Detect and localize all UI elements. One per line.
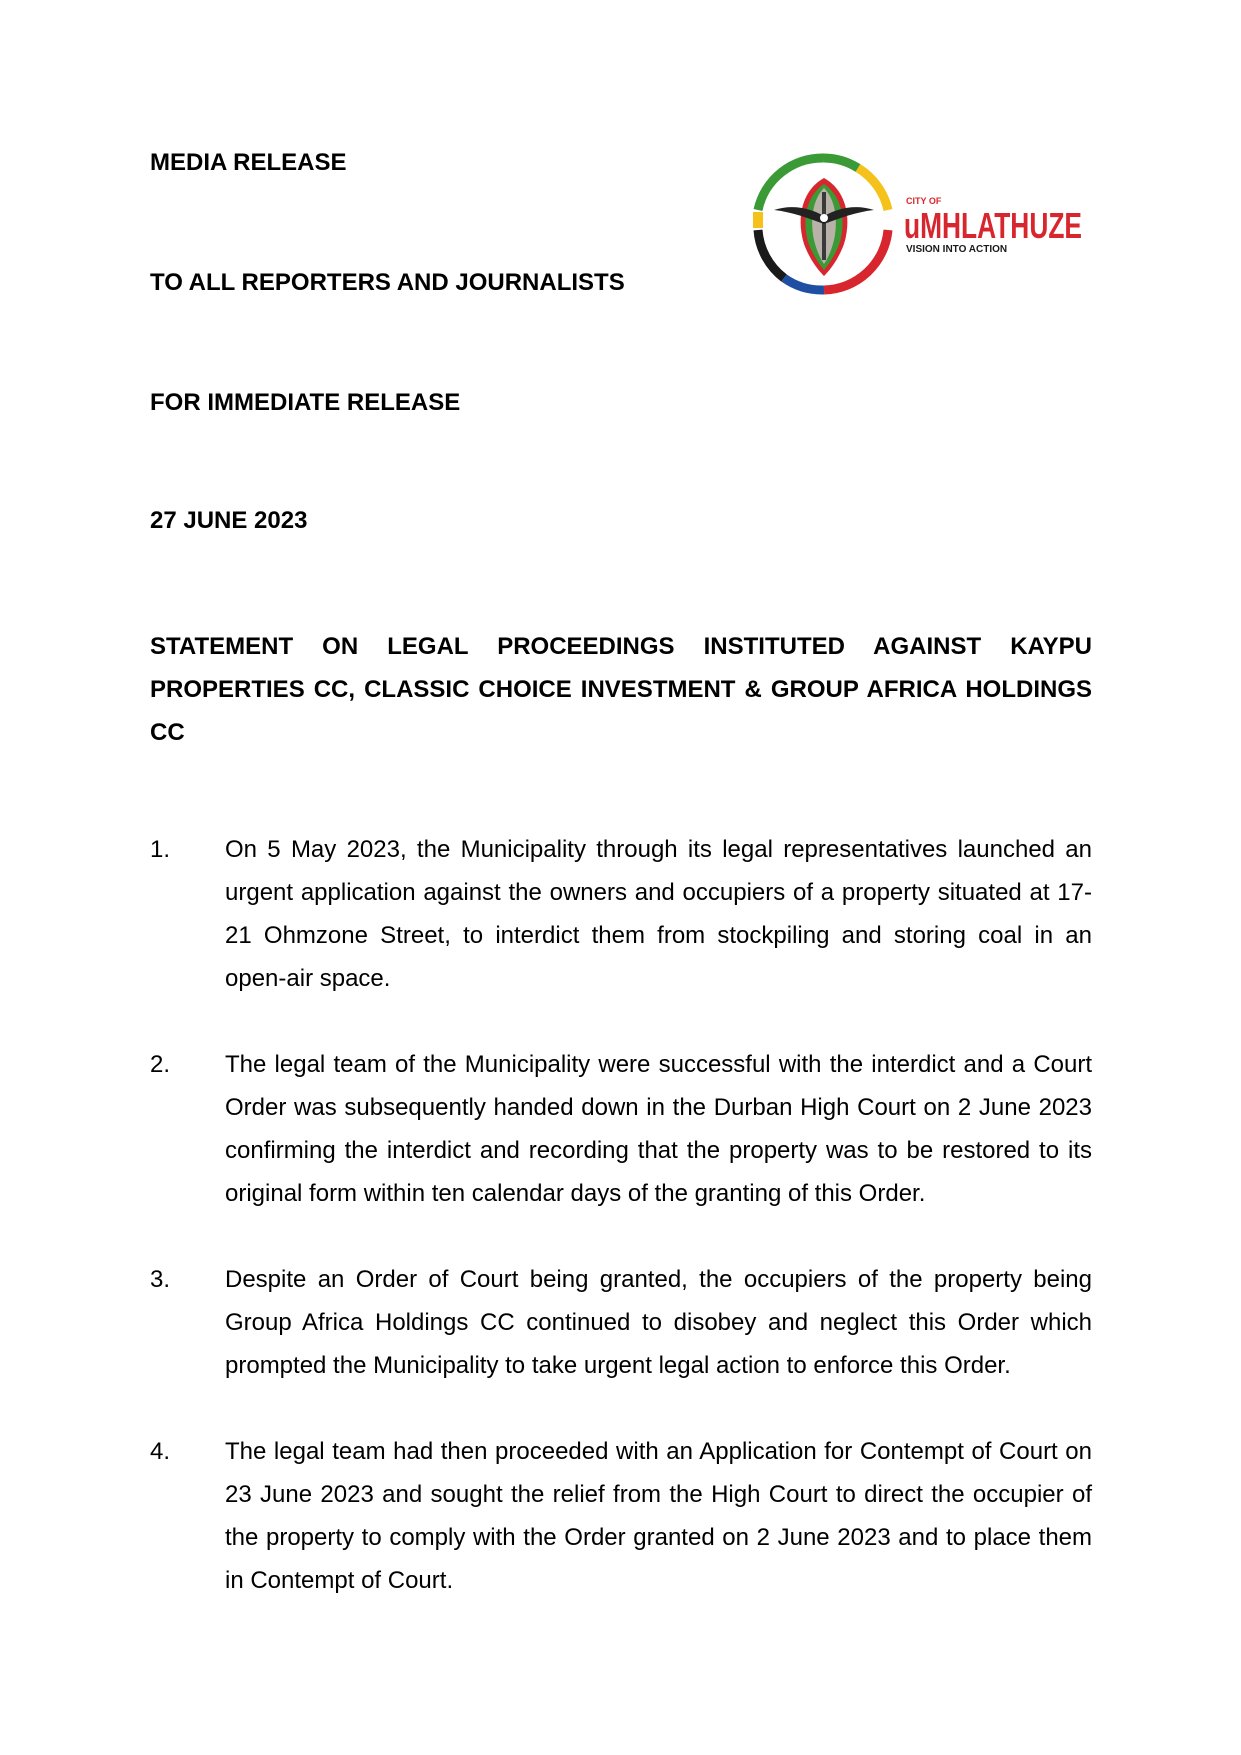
list-item <box>150 1258 1092 1387</box>
list-item-text: On 5 May 2023, the Municipality through its legal representatives launched an urgent application against the owners and occupiers of a property situated at 17-21 Ohmzone Street, to interdict them from stockpiling and storing coal in an open-air space. <box>225 836 1092 992</box>
list-item-number: 1. <box>150 836 171 863</box>
audience-heading: TO ALL REPORTERS AND JOURNALISTS <box>150 269 625 296</box>
list-item-number: 4. <box>150 1438 171 1465</box>
list-item-number: 2. <box>150 1051 171 1078</box>
list-item-number: 3. <box>150 1266 171 1293</box>
logo-tagline-text: VISION INTO ACTION <box>906 244 1008 255</box>
release-type-heading: FOR IMMEDIATE RELEASE <box>150 389 461 416</box>
list-item-text: The legal team had then proceeded with an Application for Contempt of Court on 23 June 2023 and sought the relief from the High Court to direct the occupier of the property to comply with the Order granted on 2 June 2023 and to place them in Contempt of Court. <box>225 1438 1092 1594</box>
list-item-text: The legal team of the Municipality were successful with the interdict and a Court Order was subsequently handed down in the Durban High Court on 2 June 2023 confirming the interdict and recording that the property was to be restored to its original form within ten calendar days of the granting of this Order. <box>225 1051 1092 1207</box>
logo-name-text: uMHLATHUZE <box>904 205 1082 246</box>
list-item <box>150 1430 1092 1602</box>
list-item-text: Despite an Order of Court being granted, the occupiers of the property being Group Africa Holdings CC continued to disobey and neglect this Order which prompted the Municipality to take urgent legal action to enforce this Order. <box>225 1266 1092 1379</box>
list-item <box>150 1043 1092 1215</box>
date-heading: 27 JUNE 2023 <box>150 507 308 534</box>
media-release-heading: MEDIA RELEASE <box>150 149 347 176</box>
umhlathuze-logo <box>748 148 1088 300</box>
logo-city-of-text: CITY OF <box>906 196 942 206</box>
statement-title: STATEMENT ON LEGAL PROCEEDINGS INSTITUTED AGAINST KAYPU PROPERTIES CC, CLASSIC CHOICE INVESTMENT & GROUP AFRICA HOLDINGS CC <box>150 633 1092 746</box>
statement-list <box>150 828 1092 1645</box>
list-item <box>150 828 1092 1000</box>
